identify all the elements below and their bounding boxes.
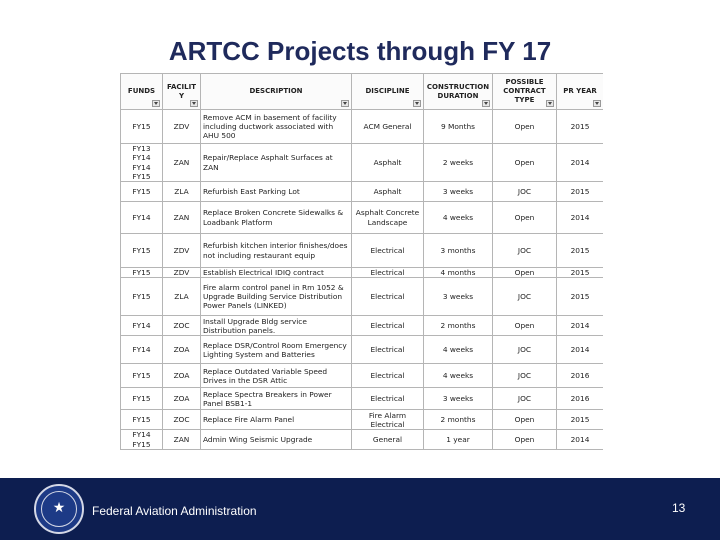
cell-discipline: Electrical [352, 234, 424, 268]
cell-pr-year: 2014 [557, 336, 604, 364]
cell-funds: FY15 [121, 364, 163, 388]
cell-construction-duration: 4 weeks [424, 364, 493, 388]
cell-facility: ZOC [163, 316, 201, 336]
table-row [121, 410, 604, 430]
cell-construction-duration: 2 months [424, 410, 493, 430]
cell-facility: ZOC [163, 410, 201, 430]
seal-star-icon: ★ [52, 500, 66, 516]
cell-funds: FY15 [121, 110, 163, 144]
table-row [121, 278, 604, 316]
table-body [121, 110, 604, 450]
cell-construction-duration: 3 months [424, 234, 493, 268]
table-row [121, 430, 604, 450]
cell-construction-duration: 2 weeks [424, 144, 493, 182]
column-header-label: FACILITY [167, 82, 196, 100]
cell-construction-duration: 3 weeks [424, 278, 493, 316]
cell-pr-year: 2015 [557, 278, 604, 316]
cell-pr-year: 2015 [557, 410, 604, 430]
page-number: 13 [672, 501, 686, 515]
cell-contract-type: Open [493, 316, 557, 336]
projects-table [120, 73, 603, 450]
cell-pr-year: 2016 [557, 364, 604, 388]
cell-discipline: ACM General [352, 110, 424, 144]
filter-dropdown-icon[interactable] [593, 100, 601, 107]
cell-description: Replace Broken Concrete Sidewalks & Loadbank Platform [201, 202, 352, 234]
cell-facility: ZAN [163, 430, 201, 450]
cell-facility: ZLA [163, 182, 201, 202]
table-row [121, 268, 604, 278]
table-row [121, 110, 604, 144]
table-row [121, 202, 604, 234]
cell-description: Refurbish kitchen interior finishes/does not including restaurant equip [201, 234, 352, 268]
table-row [121, 234, 604, 268]
column-header-contract-type [493, 74, 557, 110]
filter-dropdown-icon[interactable] [341, 100, 349, 107]
cell-contract-type: Open [493, 202, 557, 234]
column-header-description [201, 74, 352, 110]
cell-construction-duration: 3 weeks [424, 182, 493, 202]
cell-discipline: Asphalt Concrete Landscape [352, 202, 424, 234]
filter-dropdown-icon[interactable] [190, 100, 198, 107]
cell-pr-year: 2014 [557, 202, 604, 234]
cell-contract-type: JOC [493, 364, 557, 388]
cell-contract-type: JOC [493, 336, 557, 364]
cell-facility: ZOA [163, 364, 201, 388]
cell-construction-duration: 9 Months [424, 110, 493, 144]
cell-description: Remove ACM in basement of facility including ductwork associated with AHU 500 [201, 110, 352, 144]
cell-facility: ZOA [163, 336, 201, 364]
cell-facility: ZDV [163, 110, 201, 144]
cell-funds: FY14 [121, 336, 163, 364]
table-row [121, 336, 604, 364]
cell-facility: ZDV [163, 234, 201, 268]
cell-funds: FY15 [121, 234, 163, 268]
column-header-facility [163, 74, 201, 110]
cell-contract-type: Open [493, 430, 557, 450]
cell-construction-duration: 2 months [424, 316, 493, 336]
faa-seal-icon [34, 484, 84, 534]
cell-funds: FY15 [121, 268, 163, 278]
cell-funds: FY15 [121, 278, 163, 316]
filter-dropdown-icon[interactable] [413, 100, 421, 107]
cell-description: Install Upgrade Bldg service Distribution panels. [201, 316, 352, 336]
cell-discipline: Electrical [352, 278, 424, 316]
cell-pr-year: 2015 [557, 234, 604, 268]
table-row [121, 316, 604, 336]
cell-facility: ZOA [163, 388, 201, 410]
cell-facility: ZAN [163, 202, 201, 234]
cell-description: Establish Electrical IDIQ contract [201, 268, 352, 278]
cell-funds: FY15 [121, 388, 163, 410]
column-header-discipline [352, 74, 424, 110]
filter-dropdown-icon[interactable] [546, 100, 554, 107]
cell-pr-year: 2014 [557, 144, 604, 182]
cell-funds: FY15 [121, 410, 163, 430]
column-header-label: FUNDS [127, 87, 156, 96]
cell-description: Admin Wing Seismic Upgrade [201, 430, 352, 450]
column-header-label: DESCRIPTION [249, 87, 303, 96]
cell-contract-type: JOC [493, 234, 557, 268]
cell-discipline: Asphalt [352, 182, 424, 202]
cell-description: Fire alarm control panel in Rm 1052 & Upgrade Building Service Distribution Power Panels (LINKED) [201, 278, 352, 316]
cell-discipline: General [352, 430, 424, 450]
cell-discipline: Fire Alarm Electrical [352, 410, 424, 430]
cell-description: Repair/Replace Asphalt Surfaces at ZAN [201, 144, 352, 182]
cell-funds: FY14 FY15 [121, 430, 163, 450]
column-header-label: CONSTRUCTION DURATION [426, 82, 490, 100]
table-row [121, 364, 604, 388]
cell-description: Replace Spectra Breakers in Power Panel BSB1-1 [201, 388, 352, 410]
cell-discipline: Asphalt [352, 144, 424, 182]
column-header-funds [121, 74, 163, 110]
table-row [121, 144, 604, 182]
cell-description: Refurbish East Parking Lot [201, 182, 352, 202]
cell-contract-type: Open [493, 410, 557, 430]
footer-agency-name: Federal Aviation Administration [92, 504, 257, 518]
cell-facility: ZDV [163, 268, 201, 278]
cell-discipline: Electrical [352, 336, 424, 364]
cell-discipline: Electrical [352, 268, 424, 278]
projects-table-container [120, 73, 603, 475]
cell-pr-year: 2015 [557, 182, 604, 202]
column-header-label: DISCIPLINE [365, 87, 410, 96]
table-row [121, 388, 604, 410]
cell-contract-type: Open [493, 110, 557, 144]
cell-construction-duration: 4 months [424, 268, 493, 278]
cell-contract-type: Open [493, 144, 557, 182]
cell-discipline: Electrical [352, 316, 424, 336]
cell-pr-year: 2016 [557, 388, 604, 410]
cell-funds: FY14 [121, 202, 163, 234]
filter-dropdown-icon[interactable] [482, 100, 490, 107]
cell-facility: ZLA [163, 278, 201, 316]
cell-description: Replace Fire Alarm Panel [201, 410, 352, 430]
cell-contract-type: JOC [493, 278, 557, 316]
slide-title: ARTCC Projects through FY 17 [168, 36, 552, 66]
cell-discipline: Electrical [352, 364, 424, 388]
filter-dropdown-icon[interactable] [152, 100, 160, 107]
cell-description: Replace DSR/Control Room Emergency Lighting System and Batteries [201, 336, 352, 364]
cell-funds: FY13 FY14 FY14 FY15 [121, 144, 163, 182]
cell-contract-type: JOC [493, 182, 557, 202]
cell-description: Replace Outdated Variable Speed Drives in the DSR Attic [201, 364, 352, 388]
cell-funds: FY15 [121, 182, 163, 202]
column-header-label: PR YEAR [563, 87, 597, 96]
cell-contract-type: Open [493, 268, 557, 278]
cell-construction-duration: 1 year [424, 430, 493, 450]
cell-contract-type: JOC [493, 388, 557, 410]
cell-construction-duration: 4 weeks [424, 336, 493, 364]
cell-discipline: Electrical [352, 388, 424, 410]
cell-facility: ZAN [163, 144, 201, 182]
cell-pr-year: 2014 [557, 430, 604, 450]
cell-pr-year: 2015 [557, 268, 604, 278]
cell-pr-year: 2015 [557, 110, 604, 144]
column-header-pr-year [557, 74, 604, 110]
table-header-row [121, 74, 604, 110]
cell-pr-year: 2014 [557, 316, 604, 336]
cell-construction-duration: 4 weeks [424, 202, 493, 234]
column-header-construction-duration [424, 74, 493, 110]
cell-funds: FY14 [121, 316, 163, 336]
column-header-label: POSSIBLE CONTRACT TYPE [503, 78, 546, 104]
cell-construction-duration: 3 weeks [424, 388, 493, 410]
table-row [121, 182, 604, 202]
